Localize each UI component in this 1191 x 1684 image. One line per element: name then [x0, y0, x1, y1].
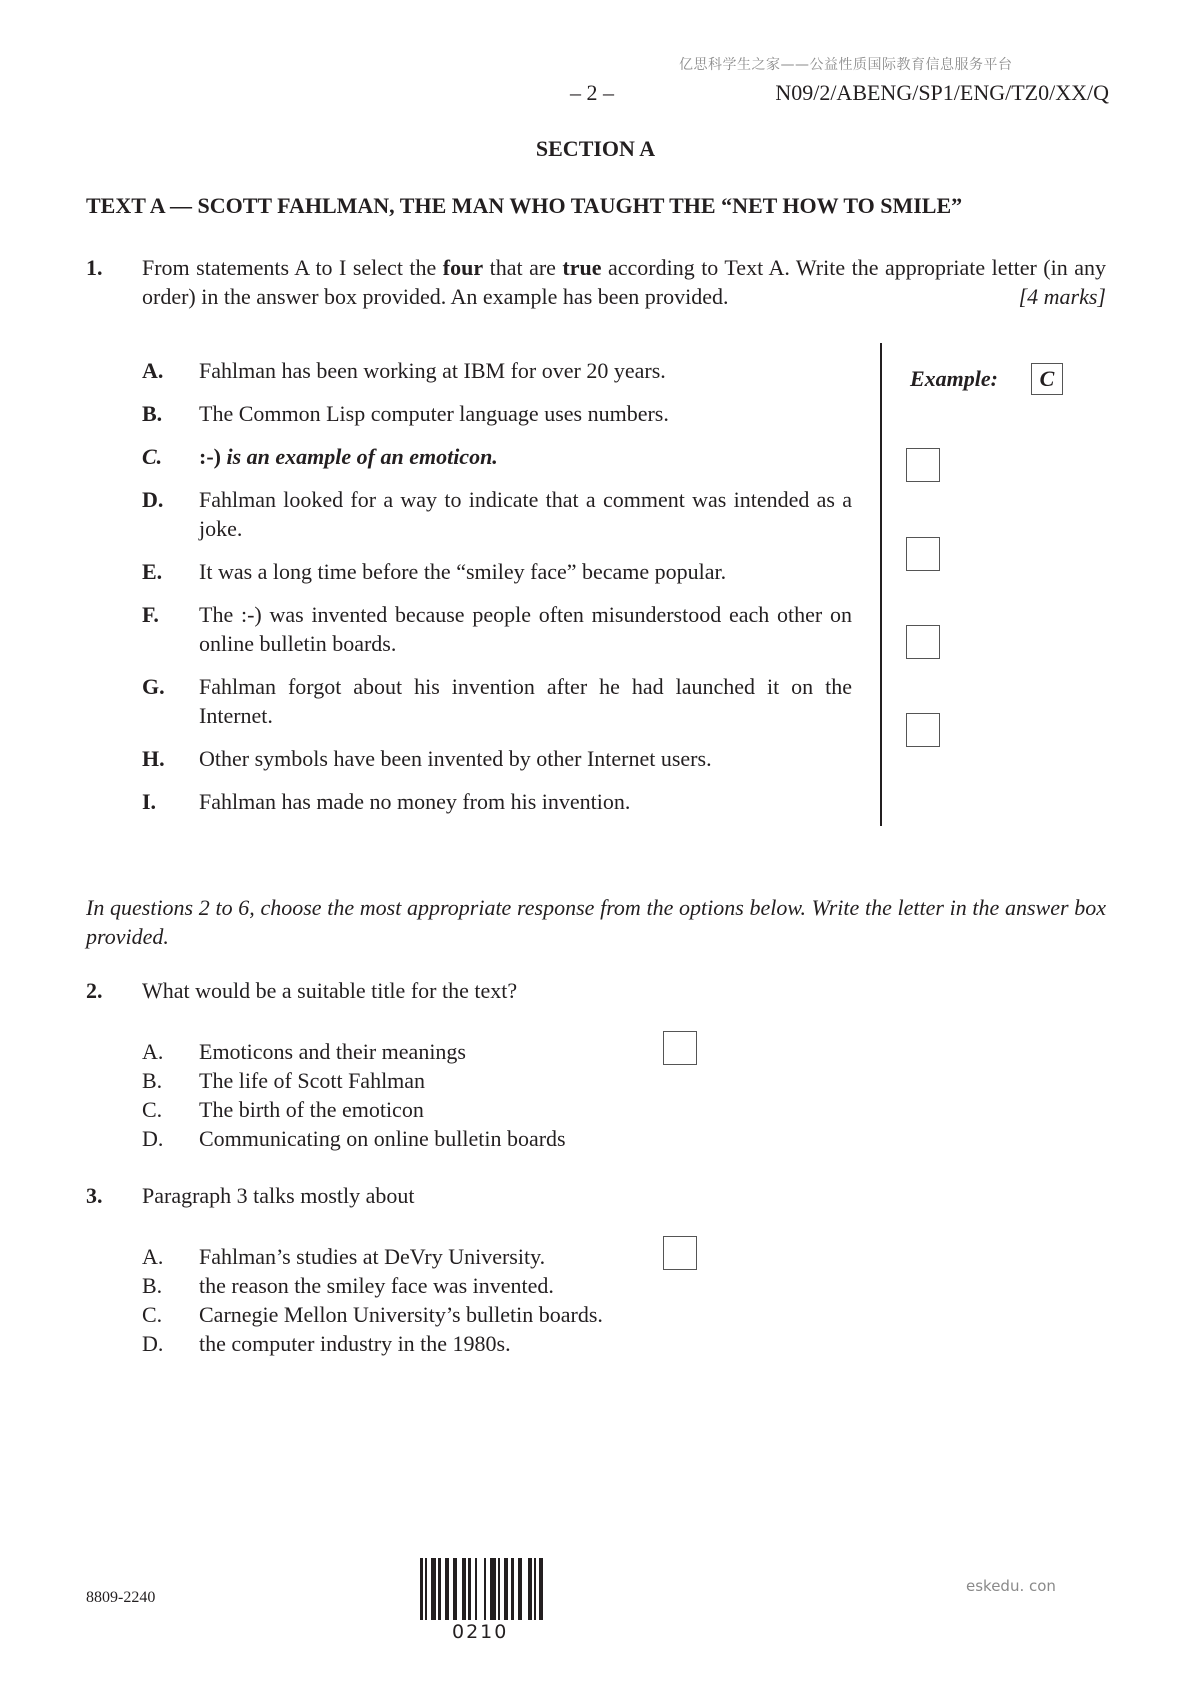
watermark-text: 亿思科学生之家——公益性质国际教育信息服务平台 [679, 57, 1013, 73]
question-text: Paragraph 3 talks mostly about [142, 1183, 415, 1208]
barcode-icon [420, 1558, 548, 1620]
q2-answer-box[interactable] [663, 1031, 697, 1065]
statement-g: G. Fahlman forgot about his invention after he had launched it on the Internet. [142, 674, 852, 728]
barcode-number: 0210 [452, 1621, 509, 1643]
q3-option-a: A. Fahlman’s studies at DeVry University. [142, 1244, 546, 1269]
statement-h: H. Other symbols have been invented by other Internet users. [142, 746, 712, 771]
text-title: TEXT A — SCOTT FAHLMAN, THE MAN WHO TAUGHT THE “NET HOW TO SMILE” [86, 193, 963, 218]
q1-answer-box-4[interactable] [906, 713, 940, 747]
statement-list [142, 356, 852, 830]
statement-a: A. Fahlman has been working at IBM for over 20 years. [142, 358, 666, 383]
q1-answer-box-2[interactable] [906, 537, 940, 571]
q3-option-c: C. Carnegie Mellon University’s bulletin boards. [142, 1302, 603, 1327]
statement-i: I. Fahlman has made no money from his invention. [142, 789, 631, 814]
instructions: In questions 2 to 6, choose the most appropriate response from the options below. Write the letter in the answer box provided. [86, 895, 1106, 949]
q2-option-c: C. The birth of the emoticon [142, 1097, 424, 1122]
site-watermark: eskedu. con [966, 1577, 1056, 1595]
column-divider [880, 343, 882, 826]
emphasis-four: four [442, 255, 484, 280]
question-number: 3. [86, 1183, 103, 1208]
statement-d: D. Fahlman looked for a way to indicate that a comment was intended as a joke. [142, 487, 852, 541]
paper-code: N09/2/ABENG/SP1/ENG/TZ0/XX/Q [775, 80, 1109, 105]
example-answer-box: C [1031, 363, 1063, 395]
q1-answer-box-3[interactable] [906, 625, 940, 659]
statement-e: E. It was a long time before the “smiley face” became popular. [142, 559, 727, 584]
example-label: Example: [910, 366, 998, 391]
q2-options [142, 1037, 566, 1153]
q3-options [142, 1242, 603, 1358]
q2-option-d: D. Communicating on online bulletin boards [142, 1126, 566, 1151]
q2-option-a: A. Emoticons and their meanings [142, 1039, 466, 1064]
statement-b: B. The Common Lisp computer language uses numbers. [142, 401, 669, 426]
q3-option-b: B. the reason the smiley face was invented. [142, 1273, 554, 1298]
footer-code: 8809-2240 [86, 1589, 156, 1606]
statement-c-example: C. :-) is an example of an emoticon. [142, 444, 498, 469]
q1-answer-box-1[interactable] [906, 448, 940, 482]
question-text: From statements A to I select the four that are true according to Text A. Write the appropriate letter (in any order) in the answer box provided. An example has been provided. [142, 255, 1106, 309]
section-title: SECTION A [535, 136, 656, 161]
emoticon: :-) [199, 444, 221, 469]
marks-label: [4 marks] [1018, 284, 1106, 309]
question-text: What would be a suitable title for the text? [142, 978, 518, 1003]
q3-option-d: D. the computer industry in the 1980s. [142, 1331, 511, 1356]
emphasis-true: true [562, 255, 602, 280]
question-number: 2. [86, 978, 103, 1003]
statement-f: F. The :-) was invented because people often misunderstood each other on online bulletin boards. [142, 602, 852, 656]
question-number: 1. [86, 255, 103, 280]
page-number: – 2 – [570, 80, 614, 105]
q3-answer-box[interactable] [663, 1236, 697, 1270]
q2-option-b: B. The life of Scott Fahlman [142, 1068, 426, 1093]
